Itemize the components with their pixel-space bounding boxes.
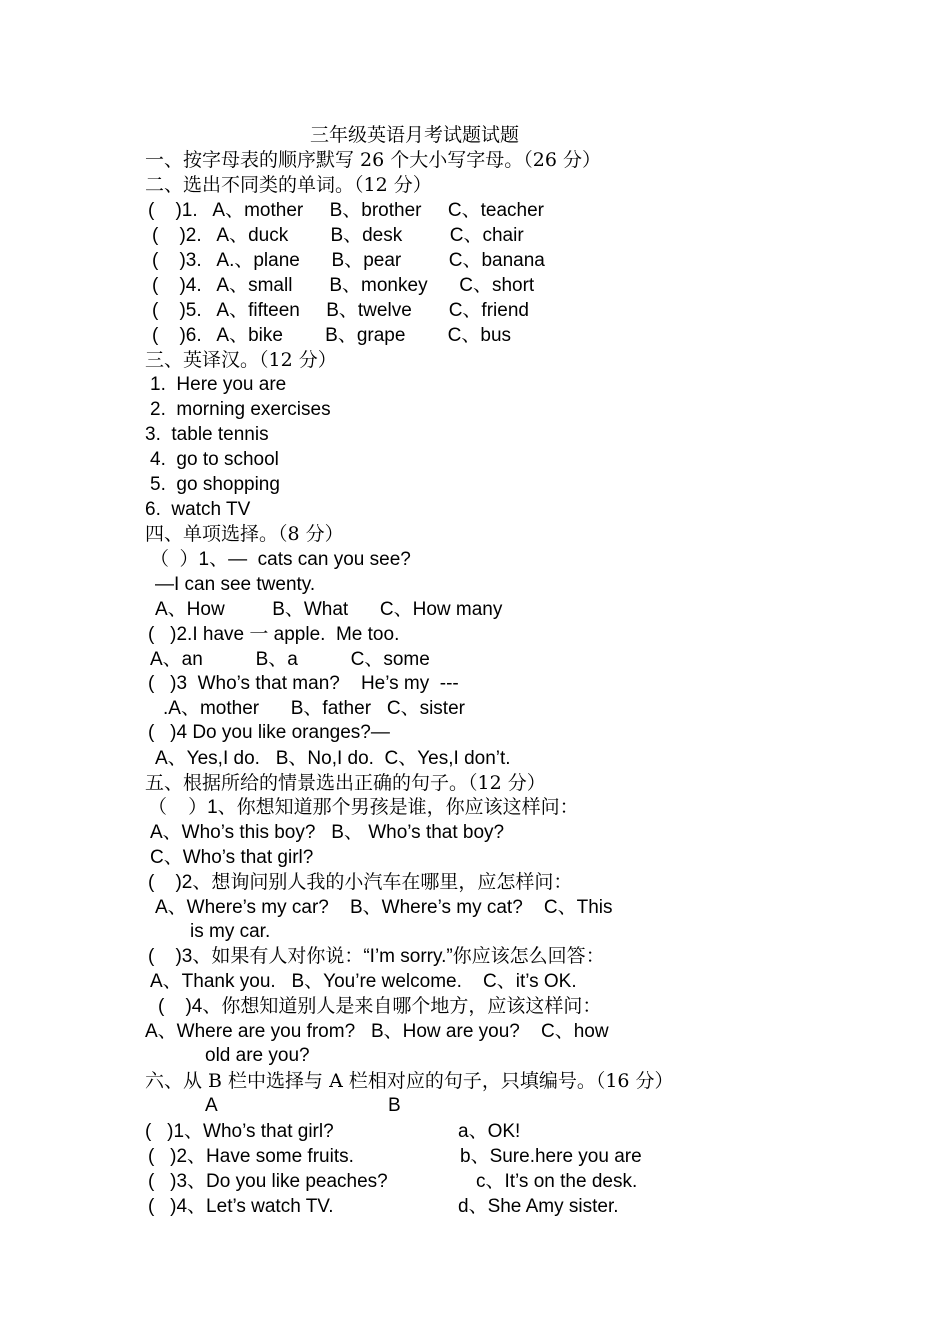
question-line: A、Where’s my car? B、Where’s my cat? C、This — [155, 897, 613, 918]
list-item: 5. go shopping — [150, 474, 280, 495]
section-3-heading: 三、英译汉。（12 分） — [145, 349, 337, 371]
list-item: ( )2. A、duck B、desk C、chair — [152, 225, 524, 246]
list-item: ( )3. A.、plane B、pear C、banana — [152, 250, 545, 271]
list-item: 1. Here you are — [150, 374, 287, 395]
question-line: ( )4 Do you like oranges?— — [148, 722, 390, 743]
section-4-heading: 四、单项选择。（8 分） — [145, 523, 344, 545]
question-line: A、an B、a C、some — [150, 649, 430, 670]
question-line: ( )3 Who’s that man? He’s my --- — [148, 673, 459, 694]
list-item: ( )1. A、mother B、brother C、teacher — [148, 200, 544, 221]
question-line: ( )2、想询问别人我的小汽车在哪里，应怎样问： — [148, 872, 573, 893]
match-right-item: b、Sure.here you are — [460, 1146, 642, 1167]
list-item: 6. watch TV — [145, 499, 251, 520]
question-line: （ ）1、你想知道那个男孩是谁，你应该这样问： — [148, 797, 579, 818]
page-title: 三年级英语月考试题试题 — [310, 124, 520, 146]
match-left-item: ( )3、Do you like peaches? — [148, 1171, 388, 1192]
list-item: ( )4. A、small B、monkey C、short — [152, 275, 535, 296]
section-6-heading: 六、从 B 栏中选择与 A 栏相对应的句子，只填编号。（16 分） — [145, 1070, 674, 1092]
match-right-item: c、It’s on the desk. — [476, 1171, 638, 1192]
list-item: 4. go to school — [150, 449, 279, 470]
question-line: （ ）1、— cats can you see? — [150, 549, 411, 570]
question-line: —I can see twenty. — [155, 574, 316, 595]
match-right-item: d、She Amy sister. — [458, 1196, 619, 1217]
match-right-item: a、OK! — [458, 1121, 521, 1142]
list-item: ( )6. A、bike B、grape C、bus — [152, 325, 512, 346]
list-item: 2. morning exercises — [150, 399, 331, 420]
question-line: C、Who’s that girl? — [150, 847, 314, 868]
section-5-heading: 五、根据所给的情景选出正确的句子。（12 分） — [145, 772, 546, 794]
question-line: A、Yes,I do. B、No,I do. C、Yes,I don’t. — [155, 748, 511, 769]
question-line: ( )3、如果有人对你说：“I’m sorry.”你应该怎么回答： — [148, 946, 605, 967]
question-line: old are you? — [205, 1045, 310, 1066]
question-line: A、Where are you from? B、How are you? C、how — [145, 1021, 609, 1042]
match-left-item: ( )2、Have some fruits. — [148, 1146, 354, 1167]
question-line: A、Thank you. B、You’re welcome. C、it’s OK. — [150, 971, 577, 992]
list-item: ( )5. A、fifteen B、twelve C、friend — [152, 300, 529, 321]
match-left-item: ( )1、Who’s that girl? — [145, 1121, 334, 1142]
question-line: .A、mother B、father C、sister — [163, 698, 465, 719]
question-line: ( )4、你想知道别人是来自哪个地方，应该这样问： — [158, 996, 602, 1017]
question-line: A、Who’s this boy? B、 Who’s that boy? — [150, 822, 505, 843]
question-line: ( )2.I have 一 apple. Me too. — [148, 624, 400, 645]
section-2-heading: 二、选出不同类的单词。（12 分） — [145, 174, 432, 196]
column-b-header: B — [388, 1095, 401, 1116]
section-1-heading: 一、按字母表的顺序默写 26 个大小写字母。（26 分） — [145, 149, 601, 171]
question-line: is my car. — [190, 921, 271, 942]
column-a-header: A — [205, 1095, 218, 1116]
match-left-item: ( )4、Let’s watch TV. — [148, 1196, 334, 1217]
question-line: A、How B、What C、How many — [155, 599, 503, 620]
list-item: 3. table tennis — [145, 424, 269, 445]
